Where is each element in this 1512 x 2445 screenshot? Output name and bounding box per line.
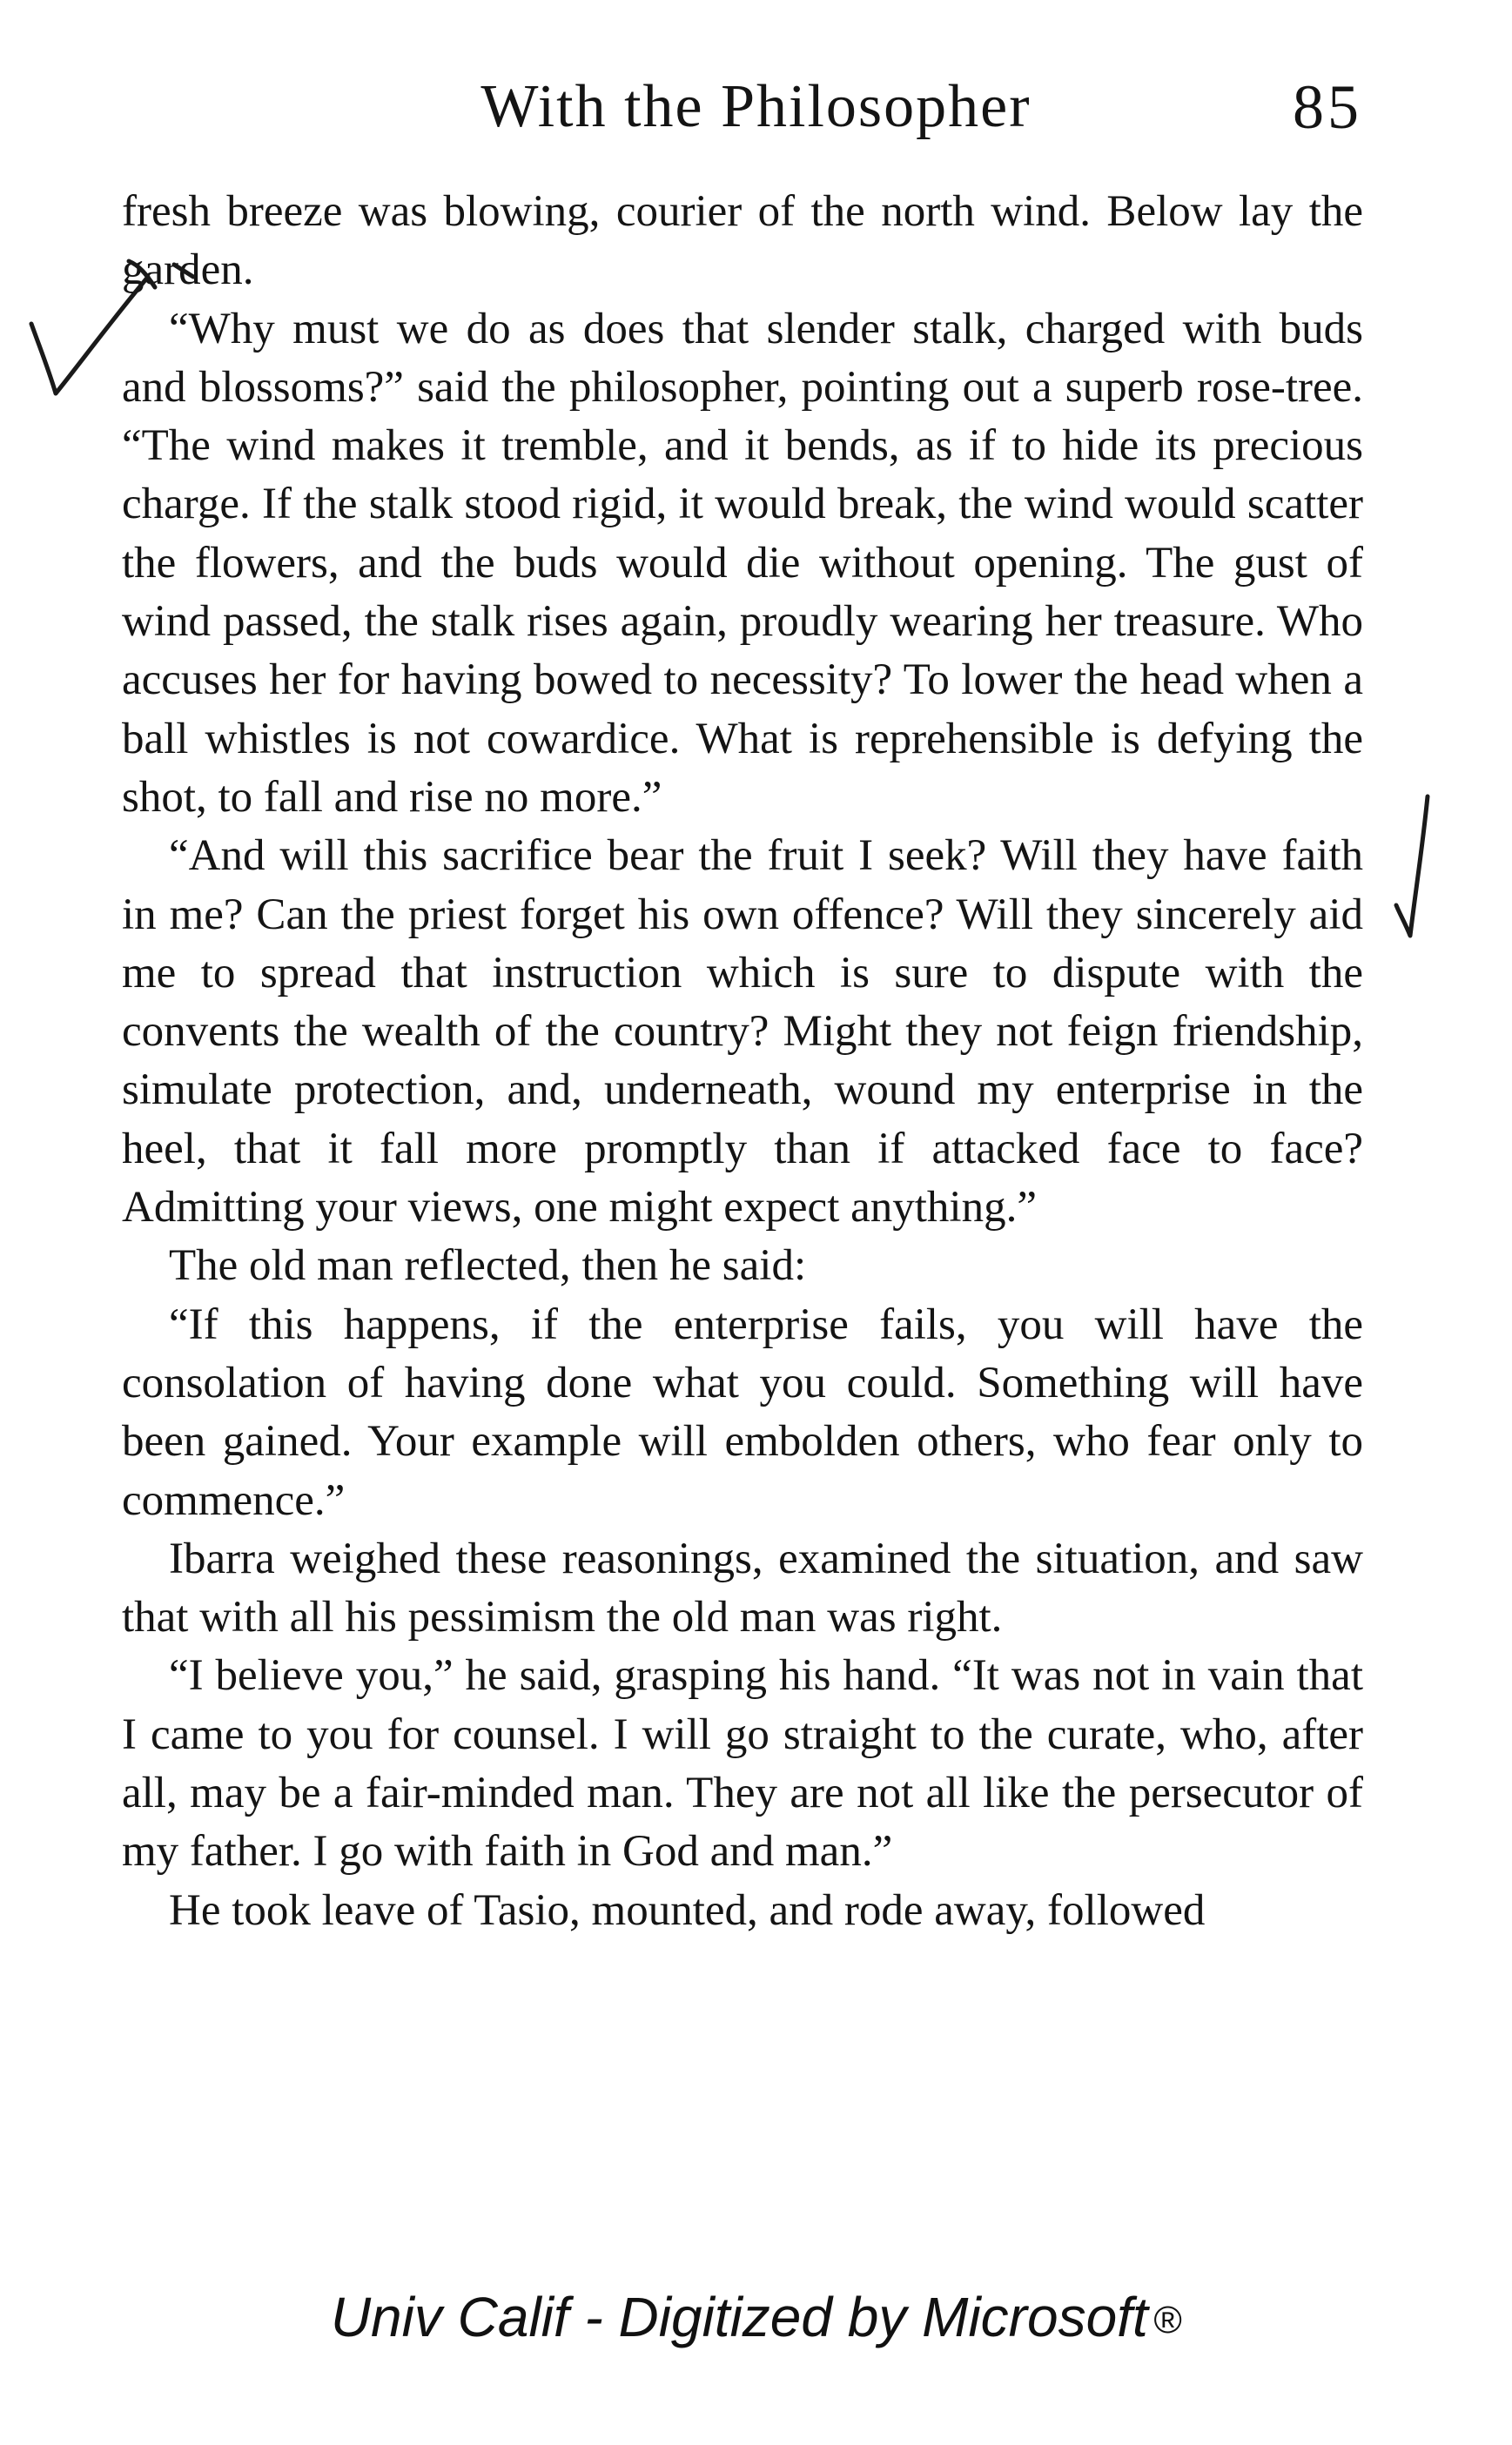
paragraph-3: “And will this sacrifice bear the fruit I seek? Will they have faith in me? Can the priest forget his own offence? Will they sincerely aid me to spread that instruction which is sure to dispute with the convents the wealth of the country? Might they not feign friendship, simulate protection, and, underneath, wound my enterprise in the heel, that it fall more promptly than if attacked face to face? Admitting your views, one might expect anything.” (122, 831, 1363, 1233)
paragraph-8: He took leave of Tasio, mounted, and rode away, followed (169, 1885, 1206, 1935)
paragraph-5: “If this happens, if the enterprise fails, you will have the consolation of having done what you could. Something will have been gained. Your example will embolden others, who fear only to commence.” (122, 1300, 1363, 1525)
digitization-notice: Univ Calif - Digitized by Microsoft (330, 2286, 1148, 2348)
running-head (0, 68, 1512, 146)
paragraph-1: fresh breeze was blowing, courier of the north wind. Below lay the garden. (122, 187, 1363, 295)
page-number: 85 (1293, 72, 1362, 142)
paragraph-4: The old man reflected, then he said: (169, 1241, 807, 1291)
body-text (122, 183, 1363, 1940)
paragraph-2: “Why must we do as does that slender stalk, charged with buds and blossoms?” said the philosopher, pointing out a superb rose-tree. “The wind makes it tremble, and it bends, as if to hide its precious charge. If the stalk stood rigid, it would break, the wind would scatter the flowers, and the buds would die without opening. The gust of wind passed, the stalk rises again, proudly wearing her treasure. Who accuses her for having bowed to necessity? To lower the head when a ball whistles is not cowardice. What is reprehensible is defying the shot, to fall and rise no more.” (122, 304, 1363, 822)
registered-mark-icon: ® (1152, 2299, 1182, 2341)
paragraph-6: Ibarra weighed these reasonings, examined the situation, and saw that with all his pessimism the old man was right. (122, 1534, 1363, 1642)
digitization-watermark (0, 2285, 1512, 2349)
paragraph-7: “I believe you,” he said, grasping his hand. “It was not in vain that I came to you for counsel. I will go straight to the curate, who, after all, may be a fair-minded man. They are not all like the persecutor of my father. I go with faith in God and man.” (122, 1651, 1363, 1877)
margin-line-right-icon (1396, 796, 1428, 936)
running-title: With the Philosopher (480, 73, 1032, 140)
